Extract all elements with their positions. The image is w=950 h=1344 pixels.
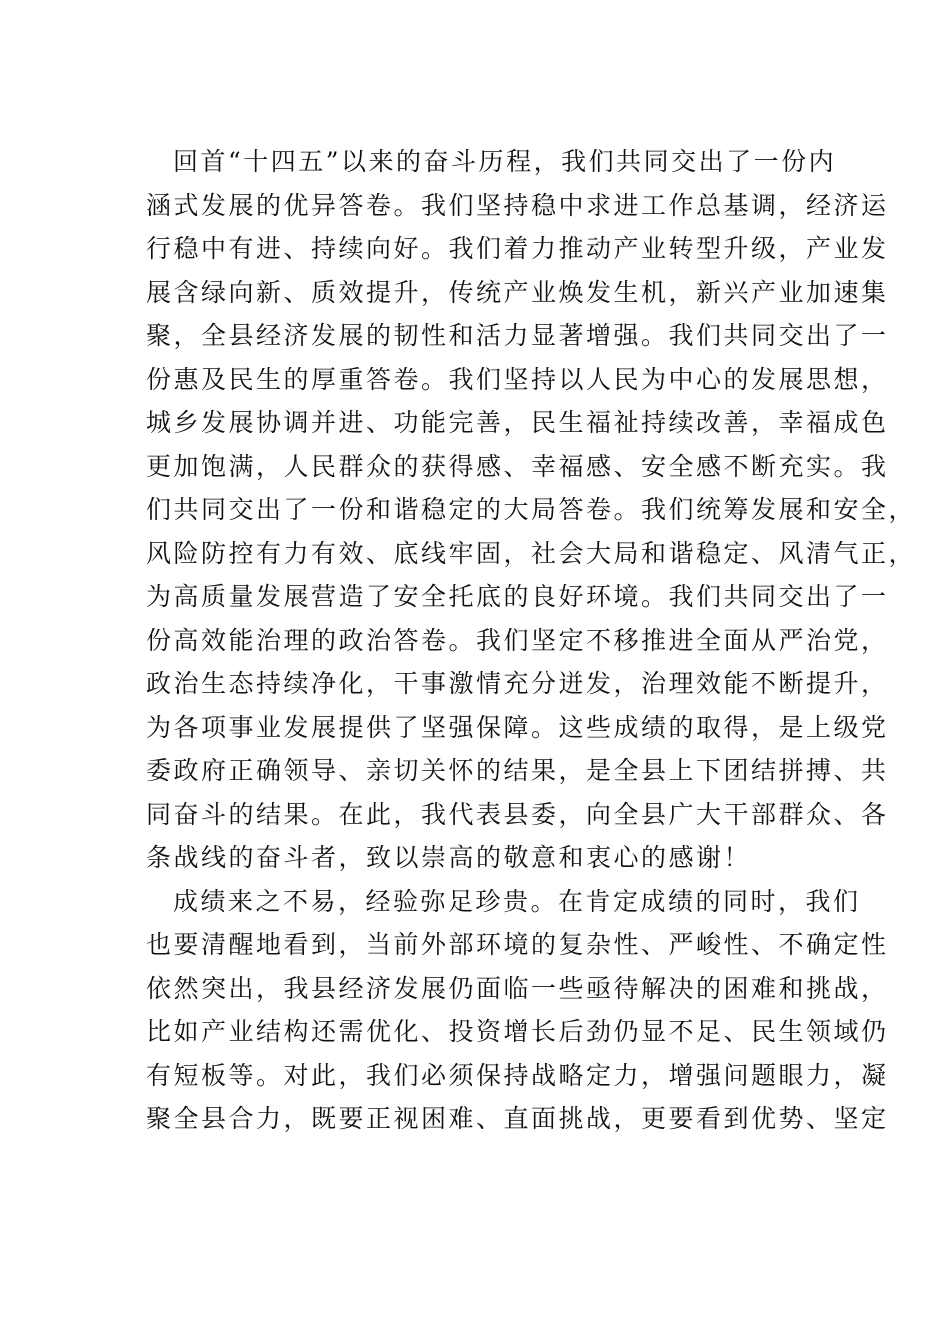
text-line: 风险防控有力有效、底线牢固，社会大局和谐稳定、风清气正， <box>146 538 917 568</box>
paragraph <box>146 880 889 1141</box>
text-line: 为各项事业发展提供了坚强保障。这些成绩的取得，是上级党 <box>146 712 889 742</box>
text-line: 展含绿向新、质效提升，传统产业焕发生机，新兴产业加速集 <box>146 277 889 307</box>
text-line: 为高质量发展营造了安全托底的良好环境。我们共同交出了一 <box>146 582 889 611</box>
text-line: 涵式发展的优异答卷。我们坚持稳中求进工作总基调，经济运 <box>146 190 889 220</box>
text-line: 有短板等。对此，我们必须保持战略定力，增强问题眼力，凝 <box>146 1060 889 1090</box>
text-line: 委政府正确领导、亲切关怀的结果，是全县上下团结拼搏、共 <box>146 756 889 785</box>
text-line: 聚，全县经济发展的韧性和活力显著增强。我们共同交出了一 <box>146 321 889 350</box>
text-line: 条战线的奋斗者，致以崇高的敬意和衷心的感谢！ <box>146 843 752 872</box>
text-line: 回首“十四五”以来的奋斗历程，我们共同交出了一份内 <box>173 147 837 176</box>
text-line: 比如产业结构还需优化、投资增长后劲仍显不足、民生领域仍 <box>146 1017 889 1046</box>
paragraph <box>146 140 917 880</box>
text-line: 依然突出，我县经济发展仍面临一些亟待解决的困难和挑战， <box>146 973 889 1003</box>
text-line: 同奋斗的结果。在此，我代表县委，向全县广大干部群众、各 <box>146 799 889 829</box>
text-line: 行稳中有进、持续向好。我们着力推动产业转型升级，产业发 <box>146 234 889 263</box>
text-line: 份惠及民生的厚重答卷。我们坚持以人民为中心的发展思想， <box>146 364 889 394</box>
text-line: 们共同交出了一份和谐稳定的大局答卷。我们统筹发展和安全， <box>146 495 917 524</box>
text-line: 城乡发展协调并进、功能完善，民生福祉持续改善，幸福成色 <box>146 408 889 437</box>
text-line: 份高效能治理的政治答卷。我们坚定不移推进全面从严治党， <box>146 625 889 655</box>
text-line: 聚全县合力，既要正视困难、直面挑战，更要看到优势、坚定 <box>146 1104 889 1133</box>
text-line: 政治生态持续净化，干事激情充分迸发，治理效能不断提升， <box>146 669 889 698</box>
text-line: 成绩来之不易，经验弥足珍贵。在肯定成绩的同时，我们 <box>173 886 861 916</box>
document-body <box>146 140 917 1141</box>
text-line: 也要清醒地看到，当前外部环境的复杂性、严峻性、不确定性 <box>146 930 889 959</box>
text-line: 更加饱满，人民群众的获得感、幸福感、安全感不断充实。我 <box>146 451 889 481</box>
